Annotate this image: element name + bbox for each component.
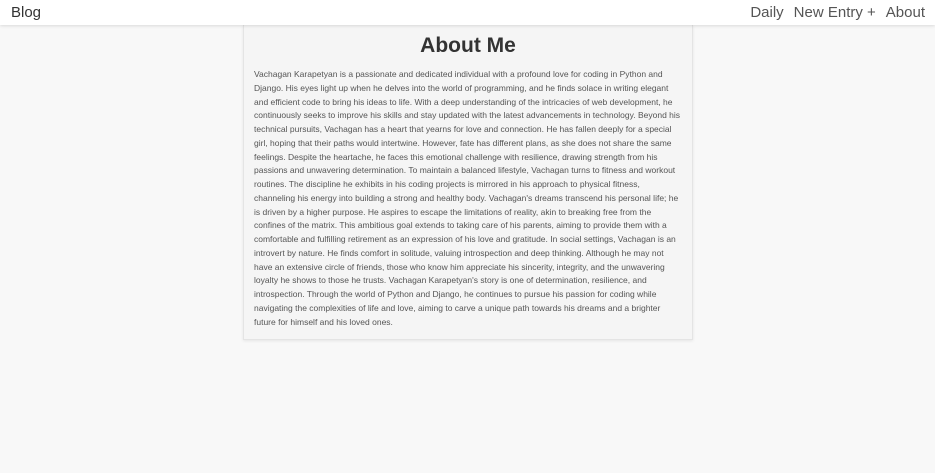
top-navbar: [0, 0, 935, 25]
about-body-text: Vachagan Karapetyan is a passionate and dedicated individual with a profound love for coding in Python and Django. His eyes light up when he delves into the world of programming, and he finds solace in writing elegant and efficient code to bring his ideas to life. With a deep understanding of the intricacies of web development, he continuously seeks to improve his skills and stay updated with the latest advancements in technology. Beyond his technical pursuits, Vachagan has a heart that yearns for love and connection. He has fallen deeply for a special girl, hoping that their paths would intertwine. However, fate has different plans, as she does not share the same feelings. Despite the heartache, he faces this emotional challenge with resilience, drawing strength from his passions and unwavering determination. To maintain a balanced lifestyle, Vachagan turns to fitness and workout routines. The discipline he exhibits in his coding projects is mirrored in his approach to physical fitness, channeling his energy into building a strong and healthy body. Vachagan's dreams transcend his personal life; he is driven by a higher purpose. He aspires to escape the limitations of reality, akin to breaking free from the confines of the matrix. This ambitious goal extends to taking care of his parents, aiming to provide them with a comfortable and fulfilling retirement as an expression of his love and gratitude. In social settings, Vachagan is an introvert by nature. He finds comfort in solitude, valuing introspection and deep thinking. Although he may not have an extensive circle of friends, those who know him appreciate his sincerity, integrity, and the unwavering loyalty he shows to those he trusts. Vachagan Karapetyan's story is one of determination, resilience, and introspection. Through the world of Python and Django, he continues to pursue his passion for coding while navigating the complexities of life and love, aiming to carve a unique path towards his dreams and a brighter future for himself and his loved ones.: [254, 69, 681, 327]
about-card: [243, 25, 693, 340]
page-title: About Me: [420, 34, 516, 57]
nav-link-about[interactable]: About: [885, 4, 925, 21]
nav-link-daily[interactable]: Daily: [750, 4, 784, 21]
nav-links: [750, 4, 925, 21]
brand-link[interactable]: Blog: [11, 4, 42, 21]
nav-link-new-entry[interactable]: New Entry +: [793, 4, 876, 21]
